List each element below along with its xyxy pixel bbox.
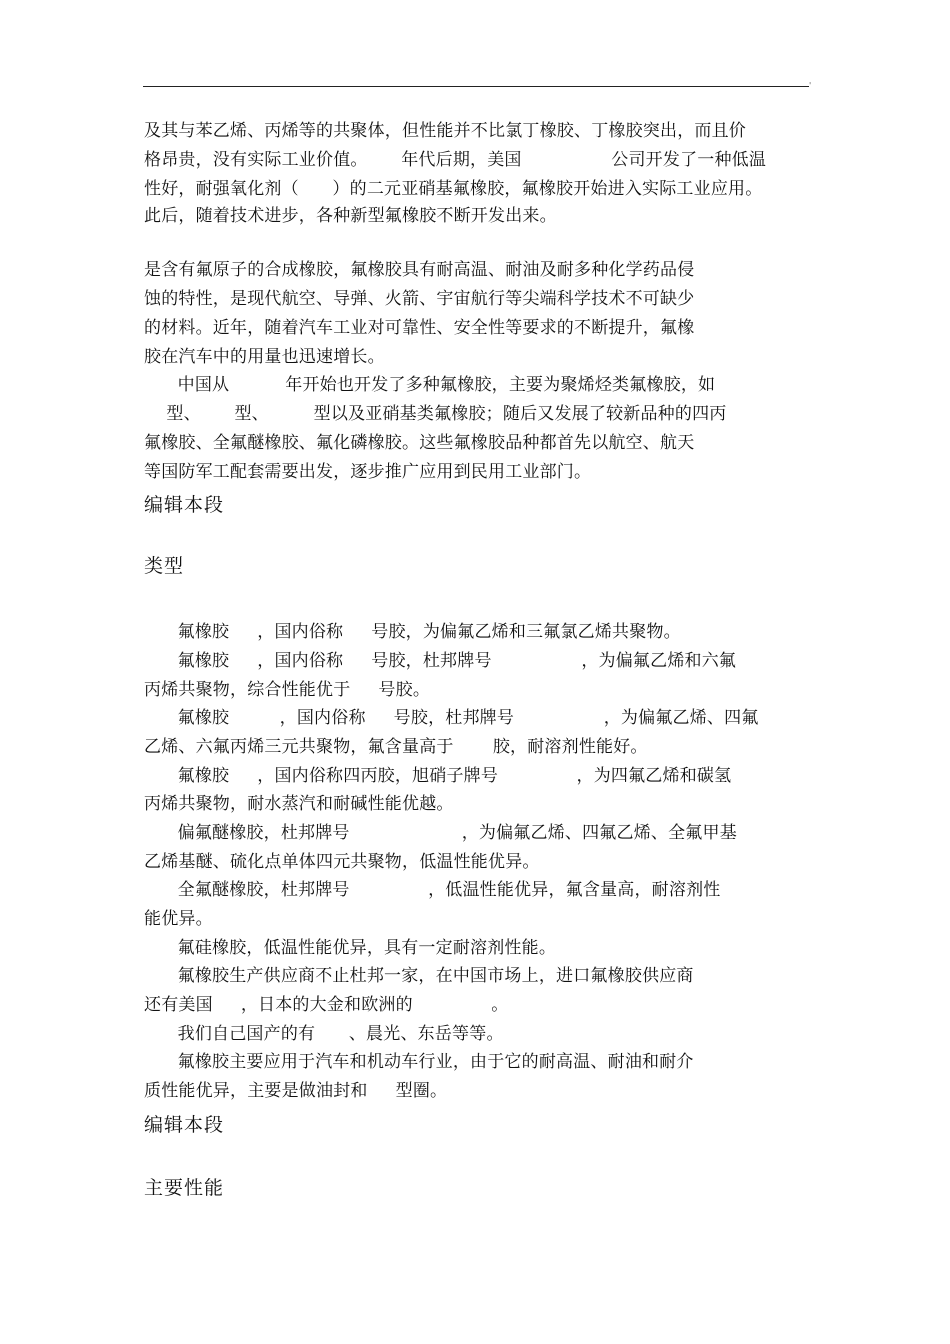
types-line: 质性能优异，主要是做油封和 型圈。	[144, 1081, 448, 1101]
types-line: 氟橡胶 ，国内俗称 号胶，杜邦牌号 ，为偏氟乙烯、四氟	[144, 708, 759, 728]
definition-line: 是含有氟原子的合成橡胶，氟橡胶具有耐高温、耐油及耐多种化学药品侵	[144, 260, 695, 280]
intro-line: 格昂贵，没有实际工业价值。 年代后期，美国 公司开发了一种低温	[144, 150, 767, 170]
edit-section-label: 编辑本段	[144, 1114, 225, 1136]
types-line: 还有美国 ，日本的大金和欧洲的 。	[144, 995, 509, 1015]
types-line: 氟硅橡胶，低温性能优异，具有一定耐溶剂性能。	[144, 938, 557, 958]
definition-line: 的材料。近年，随着汽车工业对可靠性、安全性等要求的不断提升，氟橡	[144, 318, 695, 338]
intro-line: 及其与苯乙烯、丙烯等的共聚体，但性能并不比氯丁橡胶、丁橡胶突出，而且价	[144, 121, 746, 141]
types-line: 丙烯共聚物，综合性能优于 号胶。	[144, 680, 431, 700]
header-rule	[143, 86, 809, 87]
types-line: 氟橡胶 ，国内俗称 号胶，杜邦牌号 ，为偏氟乙烯和六氟	[144, 651, 737, 671]
intro-line: 性好，耐强氧化剂（ ）的二元亚硝基氟橡胶，氟橡胶开始进入实际工业应用。	[144, 179, 763, 199]
types-line: 乙烯基醚、硫化点单体四元共聚物，低温性能优异。	[144, 852, 540, 872]
section-title-properties: 主要性能	[144, 1177, 225, 1199]
definition-line: 中国从 年开始也开发了多种氟橡胶，主要为聚烯烃类氟橡胶，如	[144, 375, 716, 395]
types-line: 全氟醚橡胶，杜邦牌号 ，低温性能优异，氟含量高，耐溶剂性	[144, 880, 721, 900]
definition-line: 等国防军工配套需要出发，逐步推广应用到民用工业部门。	[144, 462, 592, 482]
types-line: 氟橡胶 ，国内俗称 号胶，为偏氟乙烯和三氟氯乙烯共聚物。	[144, 622, 681, 642]
types-line: 氟橡胶 ，国内俗称四丙胶，旭硝子牌号 ，为四氟乙烯和碳氢	[144, 766, 732, 786]
types-line: 氟橡胶主要应用于汽车和机动车行业，由于它的耐高温、耐油和耐介	[144, 1052, 694, 1072]
types-line: 丙烯共聚物，耐水蒸汽和耐碱性能优越。	[144, 794, 454, 814]
section-title-types: 类型	[144, 555, 185, 577]
definition-line: 氟橡胶、全氟醚橡胶、氟化磷橡胶。这些氟橡胶品种都首先以航空、航天	[144, 433, 695, 453]
header-rule-mark: '	[809, 81, 812, 90]
types-line: 偏氟醚橡胶，杜邦牌号 ，为偏氟乙烯、四氟乙烯、全氟甲基	[144, 823, 737, 843]
edit-section-label: 编辑本段	[144, 494, 225, 516]
types-line: 我们自己国产的有 、晨光、东岳等等。	[144, 1024, 504, 1044]
intro-line: 此后，随着技术进步，各种新型氟橡胶不断开发出来。	[144, 206, 557, 226]
types-line: 氟橡胶生产供应商不止杜邦一家，在中国市场上，进口氟橡胶供应商	[144, 966, 694, 986]
definition-line: 胶在汽车中的用量也迅速增长。	[144, 347, 385, 367]
definition-line: 蚀的特性，是现代航空、导弹、火箭、宇宙航行等尖端科学技术不可缺少	[144, 289, 695, 309]
definition-line: 型、 型、 型以及亚硝基类氟橡胶；随后又发展了较新品种的四丙	[144, 404, 727, 424]
types-line: 乙烯、六氟丙烯三元共聚物，氟含量高于 胶，耐溶剂性能好。	[144, 737, 648, 757]
types-line: 能优异。	[144, 909, 213, 929]
